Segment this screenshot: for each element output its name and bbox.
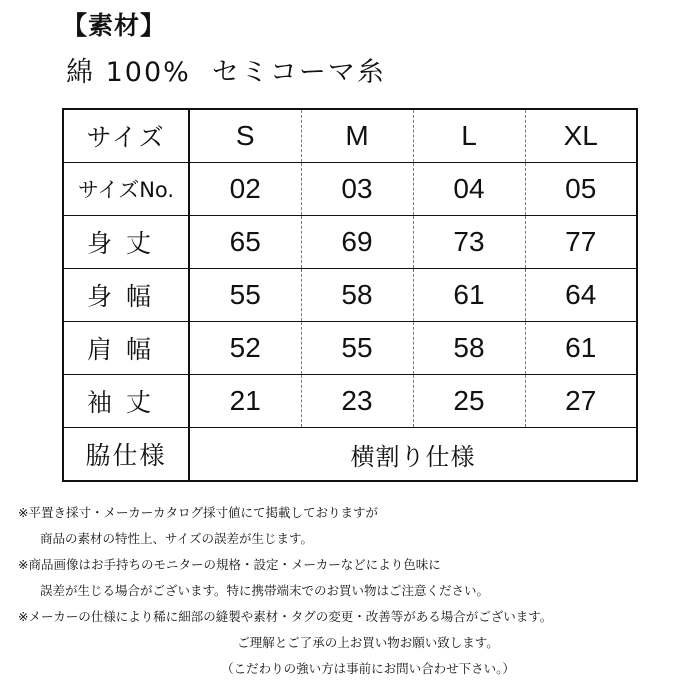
table-cell: 64 [525,269,637,322]
table-row [63,375,637,428]
table-cell: 58 [301,269,413,322]
table-cell: 61 [525,322,637,375]
notes-section [18,500,688,682]
table-row [63,428,637,482]
table-cell: 27 [525,375,637,428]
header-size-label: サイズ [63,109,189,163]
section-heading: 【素材】 [62,11,167,40]
header-size-s: S [189,109,301,163]
table-cell: 77 [525,216,637,269]
table-cell: 23 [301,375,413,428]
table-header-row [63,109,637,163]
row-label-size-no: サイズNo. [63,163,189,216]
table-cell: 25 [413,375,525,428]
note-line: ご理解とご了承の上お買い物お願い致します。 [237,635,499,650]
table-row [63,163,637,216]
row-label-shoulder-width: 肩幅 [63,322,189,375]
table-cell: 02 [189,163,301,216]
table-row [63,216,637,269]
row-label-body-length: 身丈 [63,216,189,269]
note-line: 商品の素材の特性上、サイズの誤差が生じます。 [40,531,314,546]
table-cell: 61 [413,269,525,322]
table-cell: 05 [525,163,637,216]
side-seam-value: 横割り仕様 [350,442,476,471]
table-cell: 58 [413,322,525,375]
table-cell: 55 [301,322,413,375]
header-size-m: M [301,109,413,163]
row-label-body-width: 身幅 [63,269,189,322]
row-label-side-seam: 脇仕様 [63,428,189,482]
row-label-sleeve-length: 袖丈 [63,375,189,428]
table-row [63,322,637,375]
table-cell: 03 [301,163,413,216]
note-line: ※平置き採寸・メーカーカタログ採寸値にて掲載しておりますが [18,505,378,520]
table-cell: 55 [189,269,301,322]
note-line: ※メーカーの仕様により稀に細部の縫製や素材・タグの変更・改善等がある場合がございます。 [18,609,553,624]
table-cell: 21 [189,375,301,428]
material-description: 綿 100% セミコーマ糸 [66,57,386,88]
table-cell: 73 [413,216,525,269]
table-cell: 04 [413,163,525,216]
size-chart-table [62,108,638,482]
header-size-xl: XL [525,109,637,163]
table-cell: 65 [189,216,301,269]
table-row [63,269,637,322]
table-cell: 69 [301,216,413,269]
note-line: （こだわりの強い方は事前にお問い合わせ下さい。） [221,661,515,676]
header-size-l: L [413,109,525,163]
note-line: ※商品画像はお手持ちのモニターの規格・設定・メーカーなどにより色味に [18,557,441,572]
table-cell: 52 [189,322,301,375]
note-line: 誤差が生じる場合がございます。特に携帯端末でのお買い物はご注意ください。 [40,583,490,598]
